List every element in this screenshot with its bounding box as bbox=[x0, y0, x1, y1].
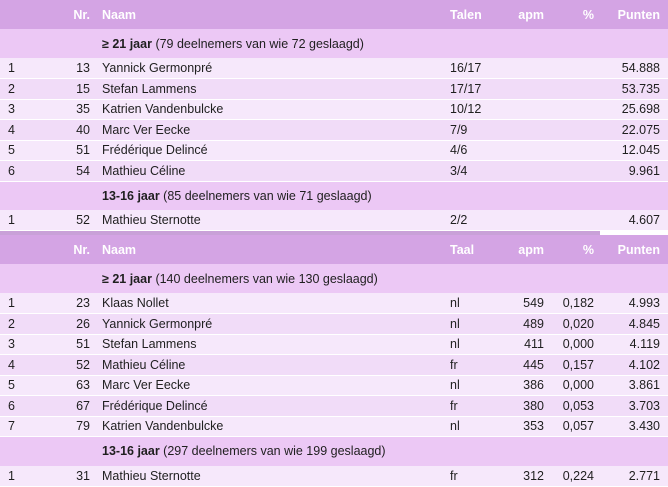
column-header-pct: % bbox=[582, 7, 594, 22]
table-row bbox=[0, 416, 668, 437]
cell-punten: 53.735 bbox=[621, 81, 660, 96]
table-row bbox=[0, 334, 668, 355]
section-header bbox=[0, 437, 668, 466]
cell-apm bbox=[498, 120, 548, 141]
column-header-rank bbox=[0, 0, 52, 29]
cell-nr: 13 bbox=[76, 61, 90, 75]
cell-rank: 1 bbox=[8, 213, 15, 227]
cell-rank: 1 bbox=[8, 296, 15, 310]
cell-nr: 52 bbox=[76, 357, 90, 372]
column-header-name: Naam bbox=[102, 242, 137, 257]
results-table-2 bbox=[0, 235, 668, 487]
column-header-pct: % bbox=[582, 242, 594, 257]
cell-nr: 26 bbox=[76, 316, 90, 331]
cell-name: Yannick Germonpré bbox=[102, 316, 213, 331]
section-title: ≥ 21 jaar bbox=[102, 36, 152, 51]
cell-nr: 79 bbox=[76, 419, 90, 434]
cell-rank: 1 bbox=[8, 468, 15, 483]
section-subtitle: (79 deelnemers van wie 72 geslaagd) bbox=[155, 36, 364, 51]
cell-rank: 6 bbox=[8, 163, 15, 178]
cell-talen: 3/4 bbox=[450, 163, 468, 178]
cell-pct: 0,157 bbox=[562, 357, 594, 372]
cell-name: Frédérique Delincé bbox=[102, 398, 208, 413]
cell-apm: 549 bbox=[523, 296, 544, 310]
table-row bbox=[0, 99, 668, 120]
table-row bbox=[0, 466, 668, 487]
table-row bbox=[0, 120, 668, 141]
cell-name: Mathieu Sternotte bbox=[102, 213, 201, 227]
cell-punten: 12.045 bbox=[621, 143, 660, 158]
cell-punten: 3.861 bbox=[628, 378, 660, 393]
cell-name: Katrien Vandenbulcke bbox=[102, 102, 224, 117]
cell-nr: 51 bbox=[76, 143, 90, 158]
cell-talen: 2/2 bbox=[450, 213, 468, 227]
cell-punten: 4.993 bbox=[628, 296, 660, 310]
cell-name: Mathieu Céline bbox=[102, 357, 186, 372]
cell-rank: 4 bbox=[8, 357, 15, 372]
cell-apm: 312 bbox=[523, 468, 544, 483]
cell-apm: 380 bbox=[523, 398, 544, 413]
cell-nr: 15 bbox=[76, 81, 90, 96]
cell-pct bbox=[548, 99, 598, 120]
section-header bbox=[0, 181, 668, 210]
cell-punten: 3.430 bbox=[628, 419, 660, 434]
cell-apm bbox=[498, 210, 548, 231]
cell-name: Mathieu Sternotte bbox=[102, 468, 201, 483]
cell-apm bbox=[498, 58, 548, 79]
column-header-apm: apm bbox=[518, 7, 544, 22]
cell-rank: 5 bbox=[8, 378, 15, 393]
column-header-rank bbox=[0, 235, 52, 264]
cell-name: Katrien Vandenbulcke bbox=[102, 419, 224, 434]
table-row bbox=[0, 314, 668, 335]
cell-name: Marc Ver Eecke bbox=[102, 122, 191, 137]
table-row bbox=[0, 210, 668, 231]
section-subtitle: (297 deelnemers van wie 199 geslaagd) bbox=[163, 444, 386, 459]
table-row bbox=[0, 293, 668, 314]
cell-rank: 6 bbox=[8, 398, 15, 413]
cell-punten: 22.075 bbox=[621, 122, 660, 137]
table-row bbox=[0, 355, 668, 376]
cell-nr: 23 bbox=[76, 296, 90, 310]
cell-talen: nl bbox=[450, 337, 460, 352]
cell-punten: 3.703 bbox=[628, 398, 660, 413]
results-table-1 bbox=[0, 0, 668, 231]
cell-pct bbox=[548, 161, 598, 182]
cell-apm: 445 bbox=[523, 357, 544, 372]
cell-talen: nl bbox=[450, 316, 460, 331]
cell-talen: nl bbox=[450, 378, 460, 393]
cell-pct: 0,000 bbox=[562, 337, 594, 352]
table-row bbox=[0, 58, 668, 79]
cell-punten: 54.888 bbox=[621, 61, 660, 75]
column-header-talen: Talen bbox=[450, 7, 482, 22]
cell-rank: 3 bbox=[8, 102, 15, 117]
cell-apm bbox=[498, 79, 548, 100]
section-header bbox=[0, 29, 668, 58]
cell-talen: nl bbox=[450, 296, 460, 310]
cell-apm bbox=[498, 140, 548, 161]
cell-nr: 52 bbox=[76, 213, 90, 227]
cell-pct bbox=[548, 79, 598, 100]
cell-pct: 0,224 bbox=[562, 468, 594, 483]
cell-nr: 31 bbox=[76, 468, 90, 483]
cell-name: Yannick Germonpré bbox=[102, 61, 213, 75]
column-header-nr: Nr. bbox=[73, 242, 90, 257]
cell-name: Marc Ver Eecke bbox=[102, 378, 191, 393]
cell-name: Mathieu Céline bbox=[102, 163, 186, 178]
cell-name: Stefan Lammens bbox=[102, 81, 197, 96]
section-subtitle: (85 deelnemers van wie 71 geslaagd) bbox=[163, 188, 372, 203]
cell-apm: 489 bbox=[523, 316, 544, 331]
cell-pct bbox=[548, 120, 598, 141]
cell-name: Frédérique Delincé bbox=[102, 143, 208, 158]
cell-pct: 0,053 bbox=[562, 398, 594, 413]
section-subtitle: (140 deelnemers van wie 130 geslaagd) bbox=[155, 271, 378, 286]
cell-nr: 54 bbox=[76, 163, 90, 178]
section-title: 13-16 jaar bbox=[102, 444, 160, 459]
cell-rank: 2 bbox=[8, 81, 15, 96]
cell-rank: 1 bbox=[8, 61, 15, 75]
header-row bbox=[0, 235, 668, 264]
cell-punten: 2.771 bbox=[628, 468, 660, 483]
cell-pct bbox=[548, 58, 598, 79]
table-row bbox=[0, 375, 668, 396]
cell-pct: 0,057 bbox=[562, 419, 594, 434]
table-row bbox=[0, 79, 668, 100]
cell-punten: 4.119 bbox=[629, 337, 660, 352]
cell-rank: 7 bbox=[8, 419, 15, 434]
cell-apm: 353 bbox=[523, 419, 544, 434]
cell-nr: 63 bbox=[76, 378, 90, 393]
cell-talen: 7/9 bbox=[450, 122, 468, 137]
cell-nr: 40 bbox=[76, 122, 90, 137]
column-header-nr: Nr. bbox=[73, 7, 90, 22]
cell-pct: 0,020 bbox=[562, 316, 594, 331]
cell-name: Stefan Lammens bbox=[102, 337, 197, 352]
cell-pct bbox=[548, 140, 598, 161]
table-row bbox=[0, 161, 668, 182]
cell-apm bbox=[498, 99, 548, 120]
cell-nr: 35 bbox=[76, 102, 90, 117]
cell-talen: 4/6 bbox=[450, 143, 468, 158]
cell-punten: 4.102 bbox=[628, 357, 660, 372]
column-header-punten: Punten bbox=[617, 7, 660, 22]
cell-punten: 4.607 bbox=[628, 213, 660, 227]
column-header-punten: Punten bbox=[617, 242, 660, 257]
cell-rank: 2 bbox=[8, 316, 15, 331]
cell-punten: 9.961 bbox=[628, 163, 660, 178]
cell-talen: fr bbox=[450, 468, 458, 483]
section-header bbox=[0, 264, 668, 293]
column-header-name: Naam bbox=[102, 7, 137, 22]
cell-nr: 51 bbox=[76, 337, 90, 352]
cell-talen: 17/17 bbox=[450, 81, 482, 96]
section-title: 13-16 jaar bbox=[102, 188, 160, 203]
cell-talen: 10/12 bbox=[450, 102, 482, 117]
cell-punten: 4.845 bbox=[628, 316, 660, 331]
table-row bbox=[0, 140, 668, 161]
cell-pct bbox=[548, 210, 598, 231]
cell-apm: 411 bbox=[524, 337, 544, 352]
cell-nr: 67 bbox=[76, 398, 90, 413]
cell-name: Klaas Nollet bbox=[102, 296, 169, 310]
cell-rank: 3 bbox=[8, 337, 15, 352]
cell-pct: 0,182 bbox=[562, 296, 594, 310]
table-row bbox=[0, 396, 668, 417]
cell-rank: 4 bbox=[8, 122, 15, 137]
column-header-apm: apm bbox=[518, 242, 544, 257]
header-row bbox=[0, 0, 668, 29]
section-title: ≥ 21 jaar bbox=[102, 271, 152, 286]
cell-talen: fr bbox=[450, 398, 458, 413]
cell-talen: 16/17 bbox=[450, 61, 482, 75]
cell-apm: 386 bbox=[523, 378, 544, 393]
column-header-talen: Taal bbox=[450, 242, 475, 257]
cell-apm bbox=[498, 161, 548, 182]
cell-rank: 5 bbox=[8, 143, 15, 158]
cell-talen: fr bbox=[450, 357, 458, 372]
cell-punten: 25.698 bbox=[621, 102, 660, 117]
cell-pct: 0,000 bbox=[562, 378, 594, 393]
cell-talen: nl bbox=[450, 419, 460, 434]
